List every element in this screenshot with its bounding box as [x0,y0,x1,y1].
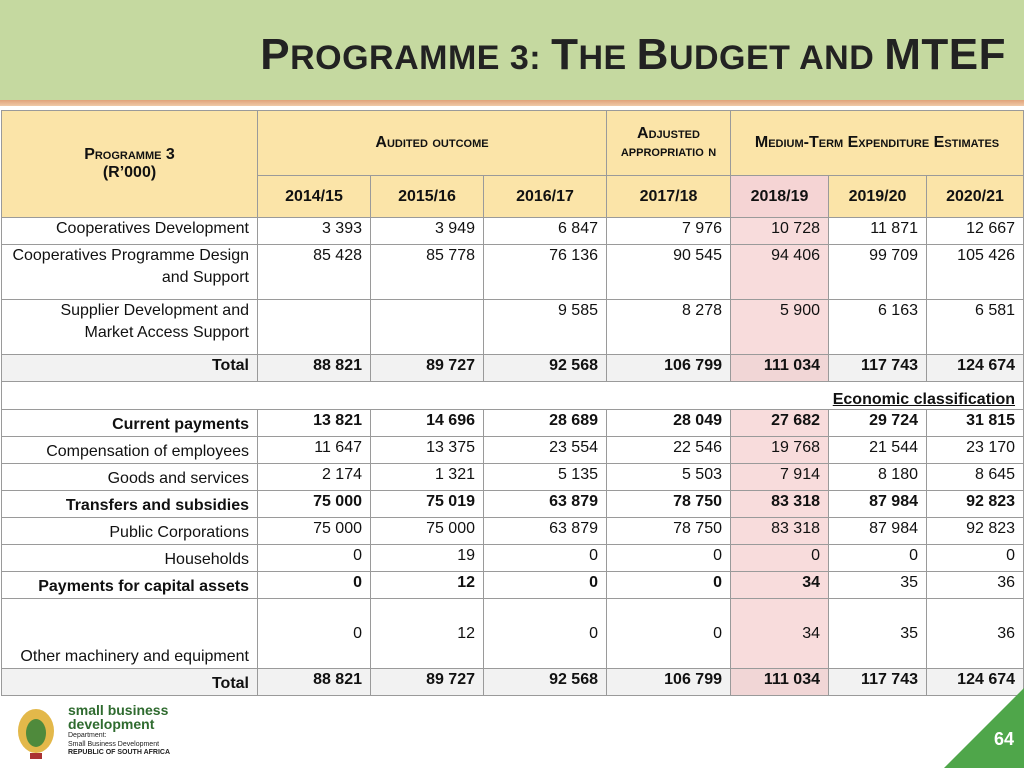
year-header: 2018/19 [731,176,829,218]
value-cell: 22 546 [607,437,731,464]
value-cell: 7 914 [731,464,829,491]
value-cell: 106 799 [607,355,731,382]
value-cell: 6 581 [927,300,1024,355]
value-cell: 75 000 [258,491,371,518]
value-cell: 28 049 [607,410,731,437]
value-cell: 8 180 [829,464,927,491]
value-cell: 5 900 [731,300,829,355]
value-cell: 111 034 [731,355,829,382]
table-row [2,218,1024,245]
table-row [2,437,1024,464]
table-row [2,518,1024,545]
year-header: 2020/21 [927,176,1024,218]
value-cell: 5 503 [607,464,731,491]
logo-dept-label: Department: [68,732,107,739]
value-cell: 12 [371,599,484,669]
value-cell: 11 871 [829,218,927,245]
row-label: Public Corporations [2,518,258,545]
value-cell: 11 647 [258,437,371,464]
table-row [2,572,1024,599]
year-header: 2019/20 [829,176,927,218]
value-cell: 85 428 [258,245,371,300]
row-label: Compensation of employees [2,437,258,464]
value-cell: 117 743 [829,669,927,696]
value-cell: 0 [607,545,731,572]
row-label: Cooperatives Development [2,218,258,245]
value-cell: 9 585 [484,300,607,355]
table-row [2,300,1024,355]
value-cell: 19 768 [731,437,829,464]
table-row [2,491,1024,518]
value-cell [371,300,484,355]
value-cell: 3 949 [371,218,484,245]
row-label: Payments for capital assets [2,572,258,599]
value-cell: 0 [829,545,927,572]
value-cell: 5 135 [484,464,607,491]
value-cell: 8 278 [607,300,731,355]
value-cell: 10 728 [731,218,829,245]
value-cell: 0 [927,545,1024,572]
value-cell: 19 [371,545,484,572]
value-cell: 99 709 [829,245,927,300]
row-label: Other machinery and equipment [2,599,258,669]
value-cell: 1 321 [371,464,484,491]
value-cell: 75 019 [371,491,484,518]
value-cell: 36 [927,599,1024,669]
value-cell: 12 667 [927,218,1024,245]
table-row [2,410,1024,437]
department-logo [12,703,212,763]
value-cell: 0 [607,599,731,669]
value-cell: 28 689 [484,410,607,437]
value-cell: 34 [731,572,829,599]
logo-line-2: development [68,716,155,732]
adjusted-appropriation-header: Adjusted appropriatio n [607,111,731,176]
page-corner [944,688,1024,768]
table-row [2,599,1024,669]
value-cell: 106 799 [607,669,731,696]
value-cell: 29 724 [829,410,927,437]
year-header: 2017/18 [607,176,731,218]
value-cell: 76 136 [484,245,607,300]
value-cell: 0 [258,545,371,572]
value-cell: 111 034 [731,669,829,696]
value-cell: 92 568 [484,355,607,382]
value-cell: 14 696 [371,410,484,437]
row-label: Transfers and subsidies [2,491,258,518]
value-cell: 88 821 [258,669,371,696]
table-row [2,355,1024,382]
value-cell: 88 821 [258,355,371,382]
year-header: 2014/15 [258,176,371,218]
logo-dept-name: Small Business Development [68,741,160,748]
value-cell: 83 318 [731,518,829,545]
value-cell: 124 674 [927,355,1024,382]
value-cell: 89 727 [371,669,484,696]
value-cell: 7 976 [607,218,731,245]
mtef-header: Medium-Term Expenditure Estimates [731,111,1024,176]
value-cell: 0 [258,599,371,669]
value-cell: 23 170 [927,437,1024,464]
value-cell: 0 [731,545,829,572]
value-cell [258,300,371,355]
value-cell: 92 823 [927,518,1024,545]
value-cell: 85 778 [371,245,484,300]
value-cell: 27 682 [731,410,829,437]
row-label: Supplier Development and Market Access Support [2,300,258,355]
value-cell: 36 [927,572,1024,599]
value-cell: 2 174 [258,464,371,491]
value-cell: 35 [829,599,927,669]
value-cell: 21 544 [829,437,927,464]
slide-title: PROGRAMME 3: THE BUDGET AND MTEF [260,30,1006,79]
value-cell: 83 318 [731,491,829,518]
year-header: 2015/16 [371,176,484,218]
value-cell: 117 743 [829,355,927,382]
value-cell: 92 568 [484,669,607,696]
row-label: Total [2,355,258,382]
table-row [2,669,1024,696]
value-cell: 63 879 [484,491,607,518]
value-cell: 12 [371,572,484,599]
programme-header: Programme 3 (R’000) [2,111,258,218]
value-cell: 35 [829,572,927,599]
economic-classification-label: Economic classification [2,382,1024,410]
value-cell: 92 823 [927,491,1024,518]
logo-country: REPUBLIC OF SOUTH AFRICA [68,749,171,756]
value-cell: 0 [484,599,607,669]
row-label: Households [2,545,258,572]
value-cell: 75 000 [371,518,484,545]
coat-of-arms-icon [12,703,60,761]
value-cell: 31 815 [927,410,1024,437]
row-label: Cooperatives Programme Design and Support [2,245,258,300]
value-cell: 8 645 [927,464,1024,491]
value-cell: 0 [484,545,607,572]
value-cell: 87 984 [829,518,927,545]
year-header: 2016/17 [484,176,607,218]
row-label: Current payments [2,410,258,437]
value-cell: 89 727 [371,355,484,382]
value-cell: 63 879 [484,518,607,545]
table-row [2,245,1024,300]
value-cell: 78 750 [607,518,731,545]
logo-line-1: small business [68,702,169,718]
table-row [2,545,1024,572]
value-cell: 6 847 [484,218,607,245]
row-label: Total [2,669,258,696]
value-cell: 78 750 [607,491,731,518]
value-cell: 124 674 [927,669,1024,696]
table-row [2,464,1024,491]
row-label: Goods and services [2,464,258,491]
value-cell: 75 000 [258,518,371,545]
value-cell: 94 406 [731,245,829,300]
value-cell: 23 554 [484,437,607,464]
value-cell: 13 821 [258,410,371,437]
value-cell: 0 [484,572,607,599]
value-cell: 3 393 [258,218,371,245]
value-cell: 87 984 [829,491,927,518]
title-underline [0,100,1024,106]
page-number: 64 [993,729,1014,749]
value-cell: 13 375 [371,437,484,464]
value-cell: 90 545 [607,245,731,300]
audited-outcome-header: Audited outcome [258,111,607,176]
value-cell: 0 [607,572,731,599]
value-cell: 0 [258,572,371,599]
value-cell: 6 163 [829,300,927,355]
value-cell: 34 [731,599,829,669]
budget-table [1,110,1024,696]
value-cell: 105 426 [927,245,1024,300]
